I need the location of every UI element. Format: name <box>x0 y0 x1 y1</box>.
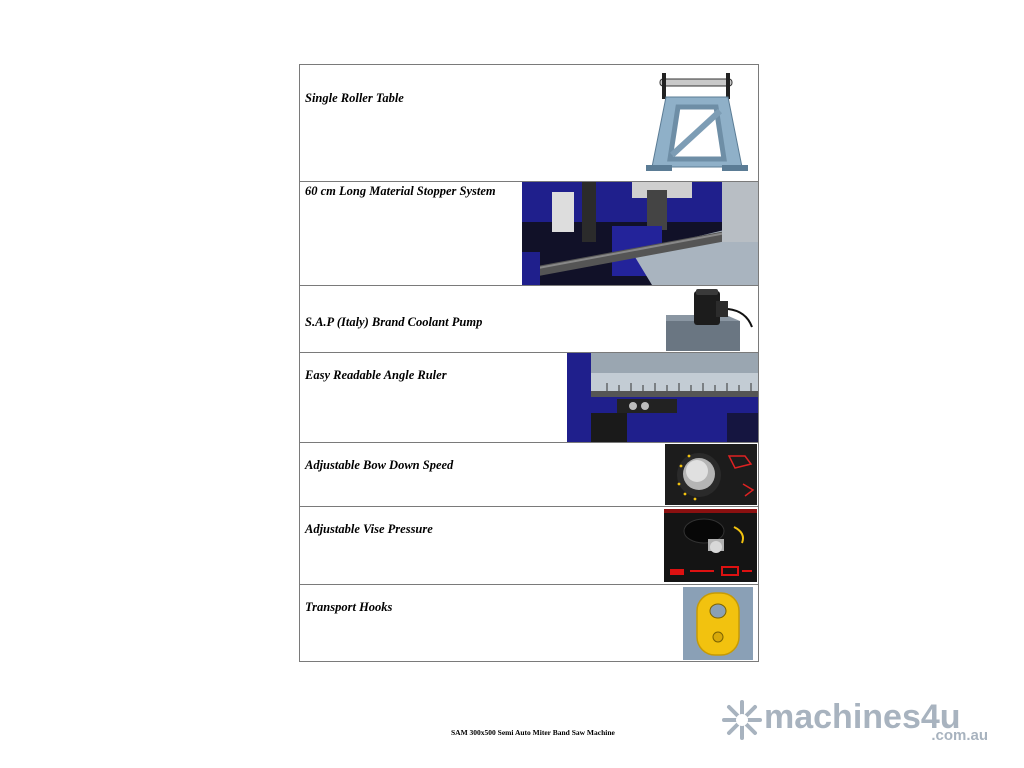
coolant-pump-photo <box>666 287 756 351</box>
transport-hook-photo <box>683 587 753 660</box>
vise-pressure-knob-photo <box>664 509 757 582</box>
feature-label: Adjustable Vise Pressure <box>305 522 433 536</box>
feature-label: 60 cm Long Material Stopper System <box>305 184 496 198</box>
roller-table-photo <box>632 67 758 179</box>
feature-label: S.A.P (Italy) Brand Coolant Pump <box>305 315 483 329</box>
brand-domain: .com.au <box>931 727 988 744</box>
brand-name: machines4u <box>764 698 961 736</box>
feature-row <box>300 506 758 584</box>
feature-table <box>299 64 759 662</box>
feature-row <box>300 442 758 506</box>
feature-label: Transport Hooks <box>305 600 393 614</box>
feature-row <box>300 181 758 285</box>
feature-row <box>300 584 758 661</box>
feature-label: Easy Readable Angle Ruler <box>305 368 447 382</box>
feature-row <box>300 285 758 352</box>
machines4u-logo <box>722 698 992 744</box>
feature-row <box>300 65 758 181</box>
feature-row <box>300 352 758 442</box>
feature-label: Adjustable Bow Down Speed <box>305 458 454 472</box>
document-caption: SAM 300x500 Semi Auto Miter Band Saw Machine <box>451 728 615 737</box>
speed-knob-photo <box>665 444 757 505</box>
feature-label: Single Roller Table <box>305 91 404 105</box>
stopper-system-photo <box>522 182 758 285</box>
angle-ruler-photo <box>567 353 758 442</box>
